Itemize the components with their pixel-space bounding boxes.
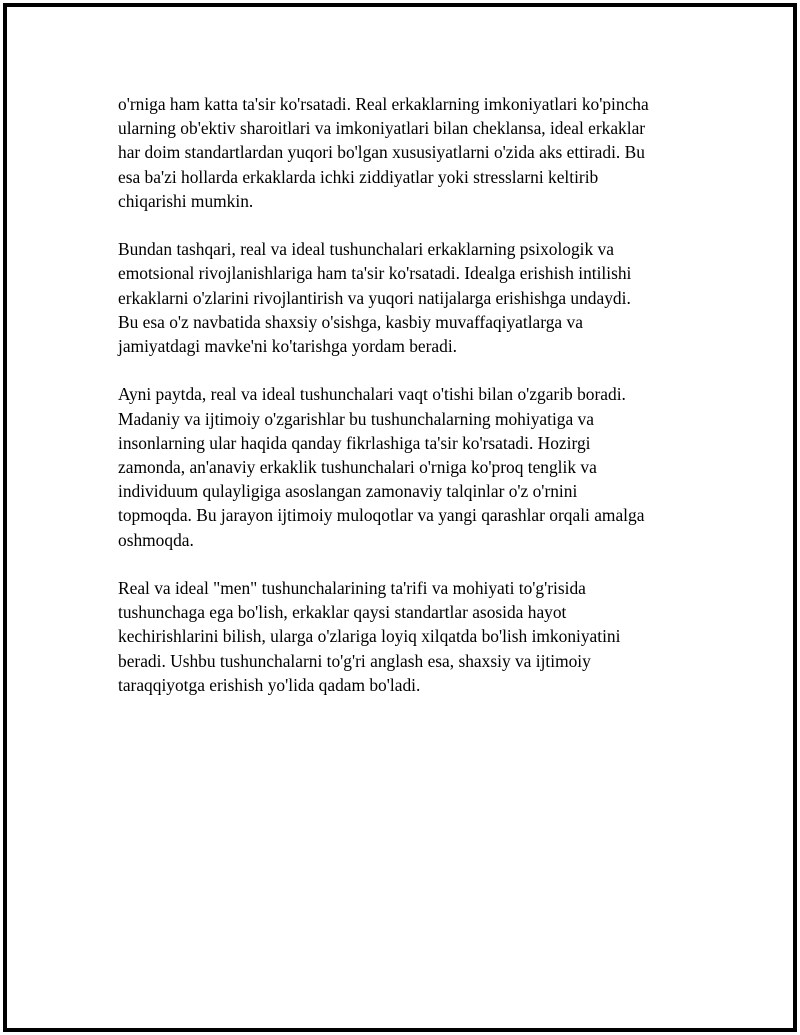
document-body bbox=[118, 92, 688, 721]
paragraph: Bundan tashqari, real va ideal tushunchalari erkaklarning psixologik va emotsional rivojlanishlariga ham ta'sir ko'rsatadi. Idealga erishish intilishi erkaklarni o'zlarini rivojlantirish va yuqori natijalarga erishishga undaydi. Bu esa o'z navbatida shaxsiy o'sishga, kasbiy muvaffaqiyatlarga va jamiyatdagi mavke'ni ko'tarishga yordam beradi. bbox=[118, 239, 632, 357]
paragraph: o'rniga ham katta ta'sir ko'rsatadi. Real erkaklarning imkoniyatlari ko'pincha ularning ob'ektiv sharoitlari va imkoniyatlari bilan cheklansa, ideal erkaklar har doim standartlardan yuqori bo'lgan xususiyatlarni o'zida aks ettiradi. Bu esa ba'zi hollarda erkaklarda ichki ziddiyatlar yoki stresslarni keltirib chiqarishi mumkin. bbox=[118, 94, 649, 211]
paragraph: Ayni paytda, real va ideal tushunchalari vaqt o'tishi bilan o'zgarib boradi. Madaniy va ijtimoiy o'zgarishlar bu tushunchalarning mohiyatiga va insonlarning ular haqida qanday fikrlashiga ta'sir ko'rsatadi. Hozirgi zamonda, an'anaviy erkaklik tushunchalari o'rniga ko'proq tenglik va individuum qulayligiga asoslangan zamonaviy talqinlar o'z o'rnini topmoqda. Bu jarayon ijtimoiy muloqotlar va yangi qarashlar orqali amalga oshmoqda. bbox=[118, 384, 645, 550]
paragraph: Real va ideal "men" tushunchalarining ta'rifi va mohiyati to'g'risida tushunchaga ega bo'lish, erkaklar qaysi standartlar asosida hayot kechirishlarini bilish, ularga o'zlariga loyiq xilqatda bo'lish imkoniyatini beradi. Ushbu tushunchalarni to'g'ri anglash esa, shaxsiy va ijtimoiy taraqqiyotga erishish yo'lida qadam bo'ladi. bbox=[118, 578, 621, 695]
